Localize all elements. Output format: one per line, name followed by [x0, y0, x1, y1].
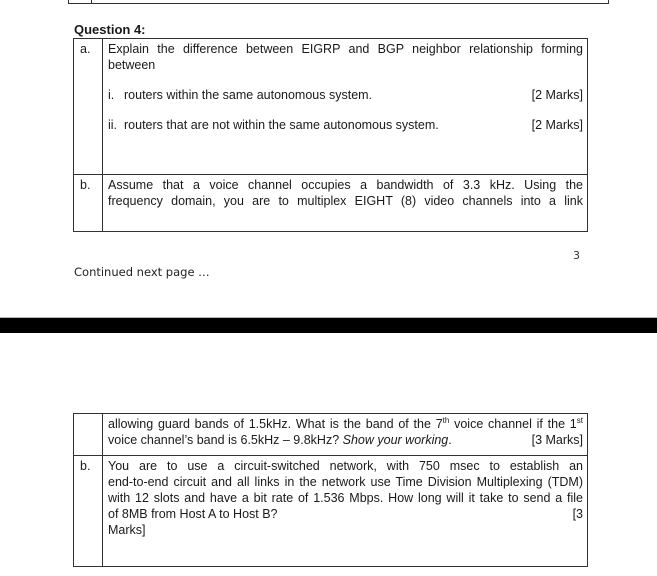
italic-instruction: Show your working — [342, 433, 449, 447]
part-b2-line: end-to-end circuit and all links in the network use Time Division Multiplexing (TDM) — [108, 475, 583, 489]
text-segment: of 8MB from Host A to Host B? — [108, 507, 278, 521]
part-b2-line: with 12 slots and have a bit rate of 1.536 Mbps. How long will it take to send a file — [108, 491, 583, 505]
question-4-continued-table — [73, 413, 588, 567]
marks: [3 — [572, 507, 583, 521]
subpart-number: i. — [108, 88, 115, 102]
text-segment: allowing guard bands of 1.5kHz. What is the band of the 7 — [108, 417, 443, 431]
table-row — [74, 175, 588, 232]
part-b2-label: b. — [74, 456, 103, 567]
subpart-text: routers within the same autonomous system. — [124, 88, 373, 102]
question-title: Question 4: — [74, 22, 146, 37]
part-a-label: a. — [74, 39, 103, 175]
subpart-i — [108, 87, 583, 103]
part-b2-line — [108, 506, 583, 522]
text-segment: voice channel if the 1 — [449, 417, 577, 431]
part-b-label: b. — [74, 175, 103, 232]
part-b2-content — [103, 456, 588, 567]
marks: [2 Marks] — [531, 88, 583, 102]
part-b-line: Assume that a voice channel occupies a bandwidth of 3.3 kHz. Using the — [108, 178, 583, 192]
table-divider — [91, 0, 92, 3]
continued-note: Continued next page … — [74, 265, 210, 279]
superscript: st — [576, 415, 583, 425]
text-segment: . — [448, 433, 452, 447]
subpart-number: ii. — [108, 118, 118, 132]
part-a-content — [103, 39, 588, 175]
empty-label — [74, 414, 103, 456]
marks: [2 Marks] — [531, 118, 583, 132]
page-break-bar — [0, 318, 657, 333]
table-row — [74, 39, 588, 175]
table-row — [74, 456, 588, 567]
part-b2-line: You are to use a circuit-switched network, with 750 msec to establish an — [108, 459, 583, 473]
part-b-content — [103, 175, 588, 232]
marks-continued: Marks] — [108, 523, 146, 537]
part-b-line: frequency domain, you are to multiplex EIGHT (8) video channels into a link — [108, 194, 583, 208]
marks: [3 Marks] — [531, 433, 583, 447]
subpart-ii — [108, 117, 583, 133]
page-number: 3 — [573, 249, 580, 262]
table-row — [74, 414, 588, 456]
superscript: th — [442, 415, 450, 425]
part-b-line — [108, 432, 583, 448]
part-a-text: Explain the difference between EIGRP and BGP neighbor relationship forming between — [108, 42, 583, 72]
part-b-continued-content — [103, 414, 588, 456]
question-4-table — [73, 38, 588, 232]
part-b-line — [108, 416, 583, 432]
subpart-text: routers that are not within the same autonomous system. — [124, 118, 439, 132]
text-segment: voice channel’s band is 6.5kHz – 9.8kHz? — [108, 433, 343, 447]
previous-table-fragment — [68, 0, 609, 4]
